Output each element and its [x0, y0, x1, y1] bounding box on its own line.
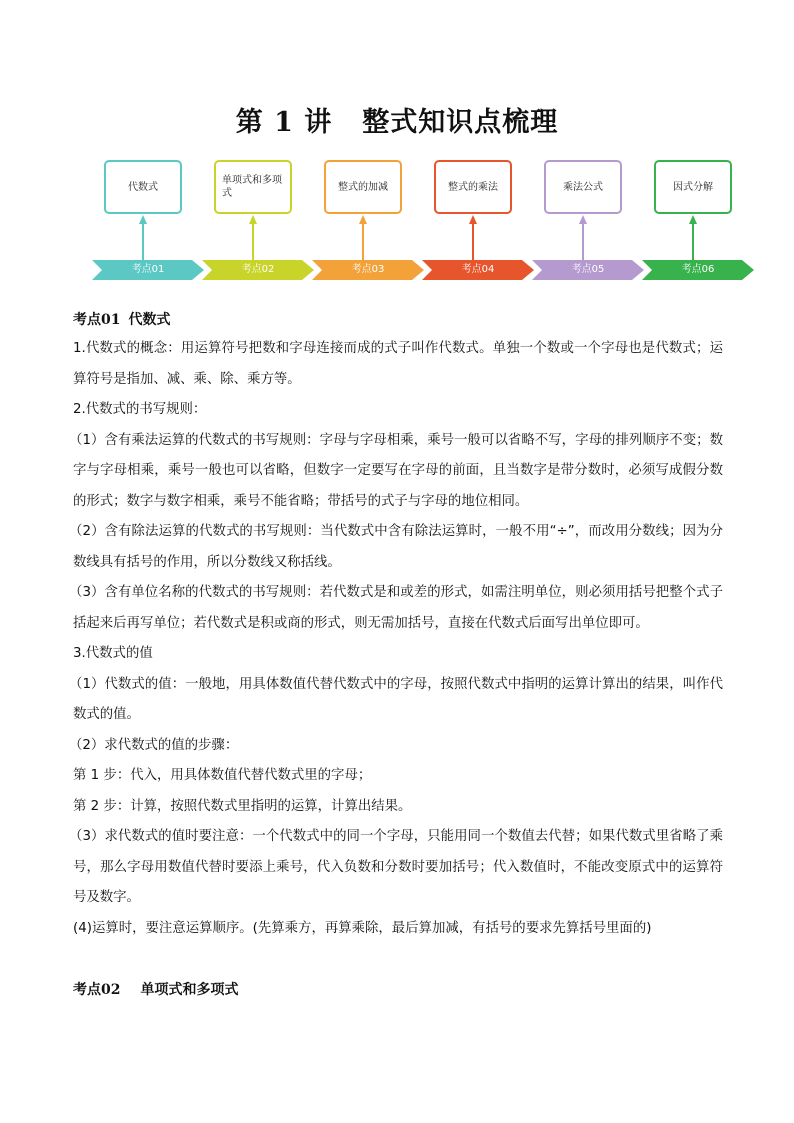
- topic-box: 乘法公式: [544, 160, 622, 214]
- paragraph-concept: 1.代数式的概念：用运算符号把数和字母连接而成的式子叫作代数式。单独一个数或一个字母也是代数式；运算符号是指加、减、乘、除、乘方等。: [73, 341, 723, 387]
- arrow-up-icon: [359, 215, 367, 224]
- main-content: [69, 308, 723, 1002]
- arrow-up-icon: [139, 215, 147, 224]
- lecture-topic: 整式知识点梳理: [362, 107, 559, 138]
- arrow-up-icon: [579, 215, 587, 224]
- paragraph-step-1: 第 1 步：代入，用具体数值代替代数式里的字母；: [73, 768, 372, 783]
- paragraph-value-steps: （2）求代数式的值的步骤：: [69, 737, 239, 753]
- topic-flow-diagram: [0, 150, 794, 290]
- paragraph-value-heading: 3.代数式的值: [73, 646, 153, 661]
- arrow-up-icon: [249, 215, 257, 224]
- topic-box: 单项式和多项式: [214, 160, 292, 214]
- arrow-up-icon: [689, 215, 697, 224]
- paragraph-value-notes: （3）求代数式的值时要注意：一个代数式中的同一个字母，只能用同一个数值去代替；如果代数式里省略了乘号，那么字母用数值代替时要添上乘号，代入负数和分数时要加括号；代入数值时，不能改变原式中的运算符号及数字。: [69, 829, 723, 905]
- paragraph-rule-multiplication: （1）含有乘法运算的代数式的书写规则：字母与字母相乘，乘号一般可以省略不写，字母的排列顺序不变；数字与字母相乘，乘号一般也可以省略，但数字一定要写在字母的前面，且当数字是带分数时，必须写成假分数的形式；数字与数字相乘，乘号不能省略；带括号的式子与字母的地位相同。: [69, 432, 723, 509]
- topic-box: 代数式: [104, 160, 182, 214]
- paragraph-order: (4)运算时，要注意运算顺序。(先算乘方，再算乘除，最后算加减，有括号的要求先算括号里面的): [73, 920, 652, 936]
- topic-box: 整式的加减: [324, 160, 402, 214]
- banner-label: 考点01: [131, 264, 165, 275]
- banner-label: 考点03: [351, 264, 385, 275]
- section-heading-02: 考点02 单项式和多项式: [73, 982, 239, 998]
- lecture-number: 第 1 讲: [235, 107, 333, 138]
- paragraph-value-definition: （1）代数式的值：一般地，用具体数值代替代数式中的字母，按照代数式中指明的运算计算出的结果，叫作代数式的值。: [69, 676, 723, 722]
- paragraph-rule-units: （3）含有单位名称的代数式的书写规则：若代数式是和或差的形式，如需注明单位，则必须用括号把整个式子括起来后再写单位；若代数式是积或商的形式，则无需加括号，直接在代数式后面写出单位即可。: [69, 585, 723, 631]
- banner-label: 考点06: [681, 264, 715, 275]
- page-title: [0, 100, 794, 139]
- banner-label: 考点05: [571, 264, 605, 275]
- topic-box: 因式分解: [654, 160, 732, 214]
- banner-label: 考点04: [461, 264, 495, 275]
- banner-label: 考点02: [241, 264, 275, 275]
- topic-box: 整式的乘法: [434, 160, 512, 214]
- section-heading-01: 考点01 代数式: [73, 312, 171, 328]
- paragraph-rule-division: （2）含有除法运算的代数式的书写规则：当代数式中含有除法运算时，一般不用“÷”，而改用分数线；因为分数线具有括号的作用，所以分数线又称括线。: [69, 524, 723, 570]
- paragraph-writing-rules: 2.代数式的书写规则：: [73, 402, 207, 417]
- paragraph-step-2: 第 2 步：计算，按照代数式里指明的运算，计算出结果。: [73, 798, 412, 814]
- arrow-up-icon: [469, 215, 477, 224]
